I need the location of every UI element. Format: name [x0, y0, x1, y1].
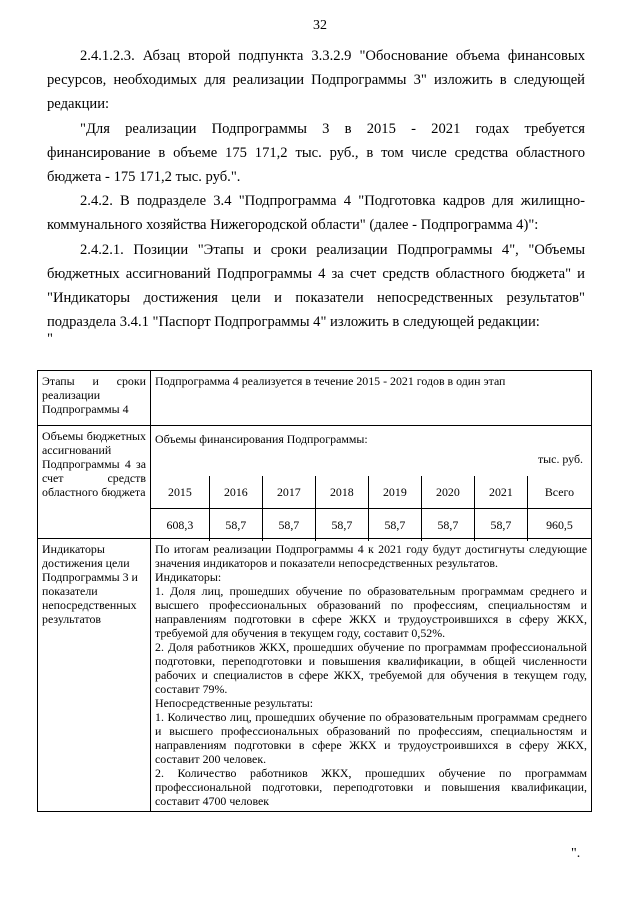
indicators-heading: Индикаторы:: [155, 570, 222, 584]
paragraph-subsection-3-4: 2.4.2. В подразделе 3.4 "Подпрограмма 4 "Подготовка кадров для жилищно-коммунального хозяйства Нижегородской области" (далее - Подпрограмма 4)":: [47, 193, 585, 234]
value-cell: 58,7: [209, 509, 262, 542]
total-value-cell: 960,5: [527, 509, 591, 542]
indicator-item: 1. Доля лиц, прошедших обучение по образовательным программам среднего и высшего профессиональных образований по профессиям, специальностям и направлениям подготовки в сфере ЖКХ и трудоустроившихся в сферу ЖКХ, требуемой для обучения в текущем году, составит 0,52%.: [155, 584, 587, 640]
value-cell: 608,3: [151, 509, 209, 542]
financing-table: [151, 476, 591, 541]
budget-cell: [151, 426, 592, 539]
financing-values-row: [151, 509, 591, 542]
result-item: 1. Количество лиц, прошедших обучение по образовательным программам среднего и высшего профессиональных образований по профессиям, специальностям и направлениям подготовки в сфере ЖКХ и трудоустроившихся в сферу ЖКХ, составит 200 человек.: [155, 710, 587, 766]
paragraph-amendment-3-3-2-9: 2.4.1.2.3. Абзац второй подпункта 3.3.2.9 "Обоснование объема финансовых ресурсов, необходимых для реализации Подпрограммы 3" изложить в следующей редакции:: [47, 48, 585, 113]
budget-label: Объемы бюджетных ассигнований Подпрограммы 4 за счет средств областного бюджета: [38, 426, 151, 539]
paragraph-financing-quote: "Для реализации Подпрограммы 3 в 2015 - 2021 годах требуется финансирование в объеме 175 171,2 тыс. руб., в том числе средства областного бюджета - 175 171,2 тыс. руб.".: [47, 120, 585, 186]
financing-heading: Объемы финансирования Подпрограммы:: [155, 432, 368, 446]
value-cell: 58,7: [421, 509, 474, 542]
passport-table: [37, 370, 592, 812]
indicators-label: Индикаторы достижения цели Подпрограммы 3 и показатели непосредственных результатов: [38, 539, 151, 812]
year-cell: 2017: [262, 476, 315, 509]
year-cell: 2021: [474, 476, 527, 509]
year-cell: 2016: [209, 476, 262, 509]
year-cell: 2019: [368, 476, 421, 509]
result-item: 2. Количество работников ЖКХ, прошедших обучение по программам профессиональной подготовки, переподготовки и повышения квалификации, составит 4700 человек: [155, 766, 587, 808]
value-cell: 58,7: [262, 509, 315, 542]
stages-text: Подпрограмма 4 реализуется в течение 2015 - 2021 годов в один этап: [151, 371, 592, 426]
page-number: 32: [313, 18, 327, 33]
results-heading: Непосредственные результаты:: [155, 696, 314, 710]
opening-quote-mark: ": [47, 331, 53, 348]
year-cell: 2020: [421, 476, 474, 509]
year-cell: 2018: [315, 476, 368, 509]
stages-label: Этапы и сроки реализации Подпрограммы 4: [38, 371, 151, 426]
year-cell: 2015: [151, 476, 209, 509]
indicators-row: [38, 539, 592, 812]
indicators-cell: [151, 539, 592, 812]
indicator-item: 2. Доля работников ЖКХ, прошедших обучение по программам профессиональной подготовки, переподготовки и повышения квалификации, в общей численности рабочих и специалистов в сфере ЖКХ, требуемой для обучения в текущем году, составит 79%.: [155, 640, 587, 696]
paragraph-passport-positions: 2.4.2.1. Позиции "Этапы и сроки реализации Подпрограммы 4", "Объемы бюджетных ассигнований Подпрограммы 4 за счет средств областного бюджета" и "Индикаторы достижения цели и показатели непосредственных результатов" подраздела 3.4.1 "Паспорт Подпрограммы 4" изложить в следующей редакции:: [47, 241, 585, 331]
financing-years-row: [151, 476, 591, 509]
financing-units: тыс. руб.: [537, 452, 583, 466]
closing-quote-mark: ".: [571, 846, 581, 861]
value-cell: 58,7: [474, 509, 527, 542]
document-body: [47, 44, 585, 346]
total-header-cell: Всего: [527, 476, 591, 509]
value-cell: 58,7: [315, 509, 368, 542]
indicators-intro: По итогам реализации Подпрограммы 4 к 2021 году будут достигнуты следующие значения индикаторов и показатели непосредственных результатов.: [155, 542, 587, 570]
value-cell: 58,7: [368, 509, 421, 542]
budget-row: [38, 426, 592, 539]
stages-row: [38, 371, 592, 426]
